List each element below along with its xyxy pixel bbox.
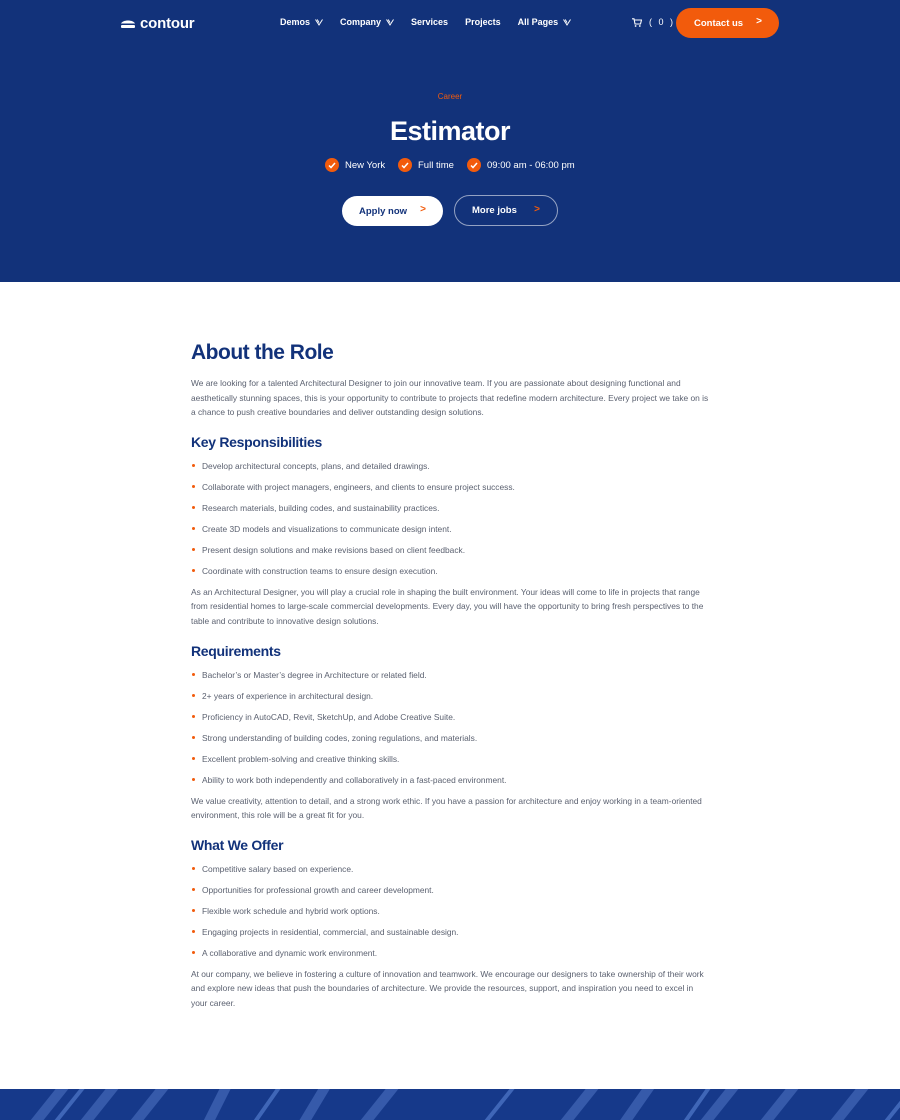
list-item: Excellent problem-solving and creative thinking skills.: [191, 753, 711, 774]
responsibilities-list: [191, 460, 711, 586]
check-circle-icon: [467, 158, 481, 172]
top-navigation: [0, 0, 900, 46]
about-role-text: We are looking for a talented Architectural Designer to join our innovative team. If you are passionate about designing functional and aesthetically stunning spaces, this is your opportunity to contribute to projects that redefine modern architecture. Every project we take on is a chance to push creative boundaries and deliver outstanding design solutions.: [191, 378, 709, 418]
list-item: Flexible work schedule and hybrid work options.: [191, 905, 711, 926]
menu-item-all-pages[interactable]: All Pages: [518, 17, 572, 27]
hero-section: [0, 0, 900, 282]
responsibilities-title: Key Responsibilities: [191, 433, 322, 450]
list-item: Bachelor’s or Master’s degree in Architecture or related field.: [191, 669, 711, 690]
chevron-down-icon: [315, 19, 323, 26]
list-item: Engaging projects in residential, commercial, and sustainable design.: [191, 926, 711, 947]
list-item: Competitive salary based on experience.: [191, 863, 711, 884]
arrow-right-icon: >: [420, 204, 426, 215]
more-jobs-button[interactable]: More jobs >: [454, 195, 558, 226]
list-item: Coordinate with construction teams to ensure design execution.: [191, 565, 711, 586]
cart-button[interactable]: [632, 17, 675, 27]
offer-list: [191, 863, 711, 968]
offer-title: What We Offer: [191, 836, 284, 853]
logo-text: contour: [140, 15, 195, 32]
about-role-title: About the Role: [191, 341, 334, 364]
footer-banner: [0, 1089, 900, 1120]
list-item: A collaborative and dynamic work environment.: [191, 947, 711, 968]
menu-item-demos[interactable]: Demos: [280, 17, 323, 27]
closing-text: At our company, we believe in fostering a culture of innovation and teamwork. We encourage our designers to take ownership of their work and explore new ideas that push the boundaries of architecture. We provide the resources, support, and inspiration you need to excel in your career.: [191, 968, 704, 1008]
chevron-down-icon: [563, 19, 571, 26]
arrow-right-icon: >: [756, 16, 762, 27]
page-title: Estimator: [389, 116, 511, 146]
requirements-title: Requirements: [191, 642, 281, 659]
list-item: Strong understanding of building codes, zoning regulations, and materials.: [191, 732, 711, 753]
decorative-stripes: [0, 1089, 900, 1120]
requirements-list: [191, 669, 711, 795]
list-item: Develop architectural concepts, plans, and detailed drawings.: [191, 460, 711, 481]
contact-us-button[interactable]: Contact us >: [676, 8, 779, 38]
menu-item-services[interactable]: Services: [411, 17, 449, 27]
logo-mark-icon: [120, 18, 136, 29]
arrow-right-icon: >: [534, 204, 540, 215]
job-hours: 09:00 am - 06:00 pm: [467, 158, 575, 172]
list-item: Ability to work both independently and collaboratively in a fast-paced environment.: [191, 774, 711, 795]
apply-now-button[interactable]: Apply now >: [342, 196, 443, 226]
logo[interactable]: [120, 15, 194, 32]
role-description-text: As an Architectural Designer, you will play a crucial role in shaping the built environment. Your ideas will come to life in projects that range from residential homes to large-scale commercial developments. Every day, you will have the opportunity to bring fresh perspectives to the table and contribute to innovative design solutions.: [191, 586, 704, 626]
main-menu: [280, 17, 588, 27]
cart-count: ( 0 ): [649, 17, 676, 27]
check-circle-icon: [398, 158, 412, 172]
job-location: New York: [325, 158, 385, 172]
list-item: Research materials, building codes, and sustainability practices.: [191, 502, 711, 523]
menu-item-company[interactable]: Company: [340, 17, 394, 27]
menu-item-projects[interactable]: Projects: [465, 17, 501, 27]
values-text: We value creativity, attention to detail, and a strong work ethic. If you have a passion for architecture and enjoy working in a team-oriented environment, this role will be a great fit for you.: [191, 795, 702, 821]
list-item: 2+ years of experience in architectural design.: [191, 690, 711, 711]
check-circle-icon: [325, 158, 339, 172]
cart-icon: [632, 18, 642, 27]
list-item: Proficiency in AutoCAD, Revit, SketchUp, and Adobe Creative Suite.: [191, 711, 711, 732]
list-item: Collaborate with project managers, engineers, and clients to ensure project success.: [191, 481, 711, 502]
career-eyebrow: Career: [437, 92, 463, 101]
chevron-down-icon: [386, 19, 394, 26]
list-item: Opportunities for professional growth and career development.: [191, 884, 711, 905]
list-item: Create 3D models and visualizations to communicate design intent.: [191, 523, 711, 544]
list-item: Present design solutions and make revisions based on client feedback.: [191, 544, 711, 565]
job-description: [191, 340, 711, 1011]
job-type: Full time: [398, 158, 454, 172]
